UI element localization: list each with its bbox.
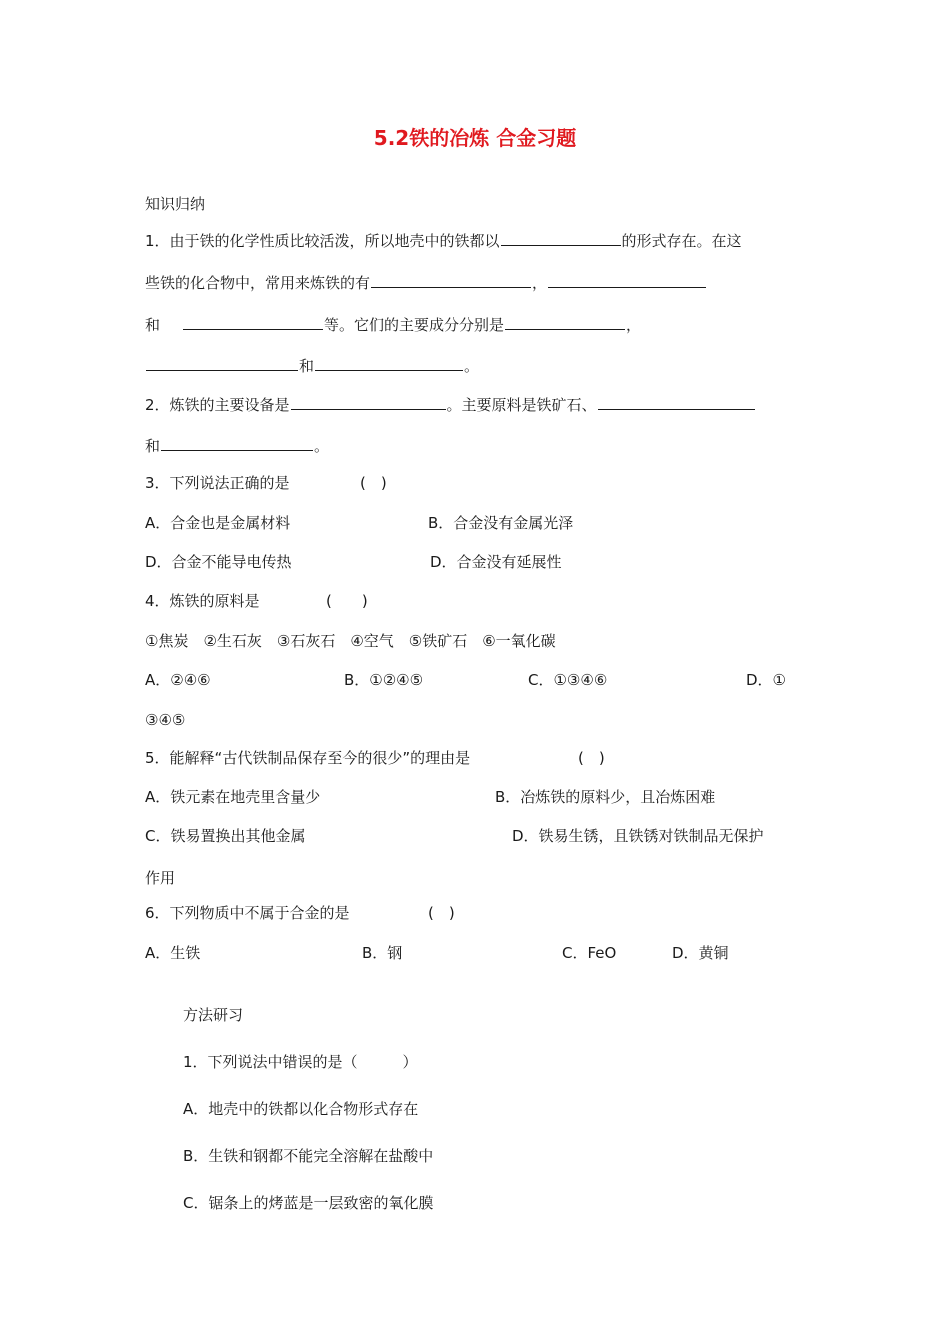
q4-items: ①焦炭 ②生石灰 ③石灰石 ④空气 ⑤铁矿石 ⑥一氧化碳	[145, 632, 556, 650]
q1-line-3	[145, 314, 641, 335]
q4-answer-paren: ( )	[326, 592, 368, 610]
page-title: 5.2铁的冶炼 合金习题	[373, 126, 577, 150]
answer-blank[interactable]	[146, 355, 298, 371]
q6-option-d: D．黄铜	[672, 944, 729, 962]
q1-line-4	[145, 355, 479, 376]
q1-text: 1．由于铁的化学性质比较活泼，所以地壳中的铁都以	[145, 232, 500, 250]
m1-option-c: C．锯条上的烤蓝是一层致密的氧化膜	[183, 1194, 434, 1212]
q2-line-2	[145, 435, 329, 456]
q6-option-b: B．钢	[362, 944, 403, 962]
q3-answer-paren: ( )	[360, 474, 387, 492]
answer-blank[interactable]	[501, 230, 621, 246]
q3-option-a: A．合金也是金属材料	[145, 514, 291, 532]
q3-stem: 3．下列说法正确的是	[145, 474, 290, 492]
q6-option-a: A．生铁	[145, 944, 201, 962]
answer-blank[interactable]	[371, 272, 531, 288]
q1-text: ，	[532, 274, 548, 292]
answer-blank[interactable]	[183, 314, 323, 330]
answer-blank[interactable]	[291, 394, 446, 410]
q3-option-c: D．合金不能导电传热	[145, 553, 292, 571]
answer-blank[interactable]	[548, 272, 706, 288]
q6-option-c: C．FeO	[562, 944, 617, 962]
q5-stem: 5．能解释“古代铁制品保存至今的很少”的理由是	[145, 749, 471, 767]
q1-text: 。	[464, 357, 480, 375]
q1-text: 和	[299, 357, 315, 375]
m1-option-a: A．地壳中的铁都以化合物形式存在	[183, 1100, 419, 1118]
q1-text: ，	[626, 316, 642, 334]
q3-option-b: B．合金没有金属光泽	[428, 514, 574, 532]
q2-text: 。主要原料是铁矿石、	[446, 396, 597, 414]
q4-option-c: C．①③④⑥	[528, 671, 608, 689]
q4-option-d: D．①	[746, 671, 786, 689]
q4-option-d-continued: ③④⑤	[145, 711, 186, 729]
q3-option-d: D．合金没有延展性	[430, 553, 562, 571]
m1-stem: 1．下列说法中错误的是（ ）	[183, 1053, 418, 1071]
q5-option-d: D．铁易生锈，且铁锈对铁制品无保护	[512, 827, 764, 845]
answer-blank[interactable]	[598, 394, 755, 410]
answer-blank[interactable]	[505, 314, 625, 330]
q1-line-2	[145, 272, 707, 293]
q2-text: 2．炼铁的主要设备是	[145, 396, 290, 414]
q1-text: 些铁的化合物中，常用来炼铁的有	[145, 274, 371, 292]
q1-text: 和	[145, 316, 161, 334]
q2-text: 和	[145, 437, 161, 455]
q6-stem: 6．下列物质中不属于合金的是	[145, 904, 350, 922]
section-heading-method: 方法研习	[183, 1006, 244, 1024]
q4-option-b: B．①②④⑤	[344, 671, 424, 689]
q2-text: 。	[314, 437, 330, 455]
q6-answer-paren: ( )	[428, 904, 455, 922]
q4-option-a: A．②④⑥	[145, 671, 211, 689]
q5-option-c: C．铁易置换出其他金属	[145, 827, 306, 845]
answer-blank[interactable]	[315, 355, 463, 371]
section-heading-knowledge: 知识归纳	[145, 195, 206, 213]
q5-option-a: A．铁元素在地壳里含量少	[145, 788, 321, 806]
q1-line-1	[145, 230, 742, 251]
q5-answer-paren: ( )	[578, 749, 605, 767]
q1-text: 的形式存在。在这	[621, 232, 742, 250]
m1-option-b: B．生铁和钢都不能完全溶解在盐酸中	[183, 1147, 434, 1165]
q2-line-1	[145, 394, 756, 415]
q5-option-b: B．冶炼铁的原料少，且冶炼困难	[495, 788, 716, 806]
q1-text: 等。它们的主要成分分别是	[324, 316, 505, 334]
q4-stem: 4．炼铁的原料是	[145, 592, 260, 610]
q5-option-d-continued: 作用	[145, 869, 176, 887]
answer-blank[interactable]	[161, 435, 313, 451]
